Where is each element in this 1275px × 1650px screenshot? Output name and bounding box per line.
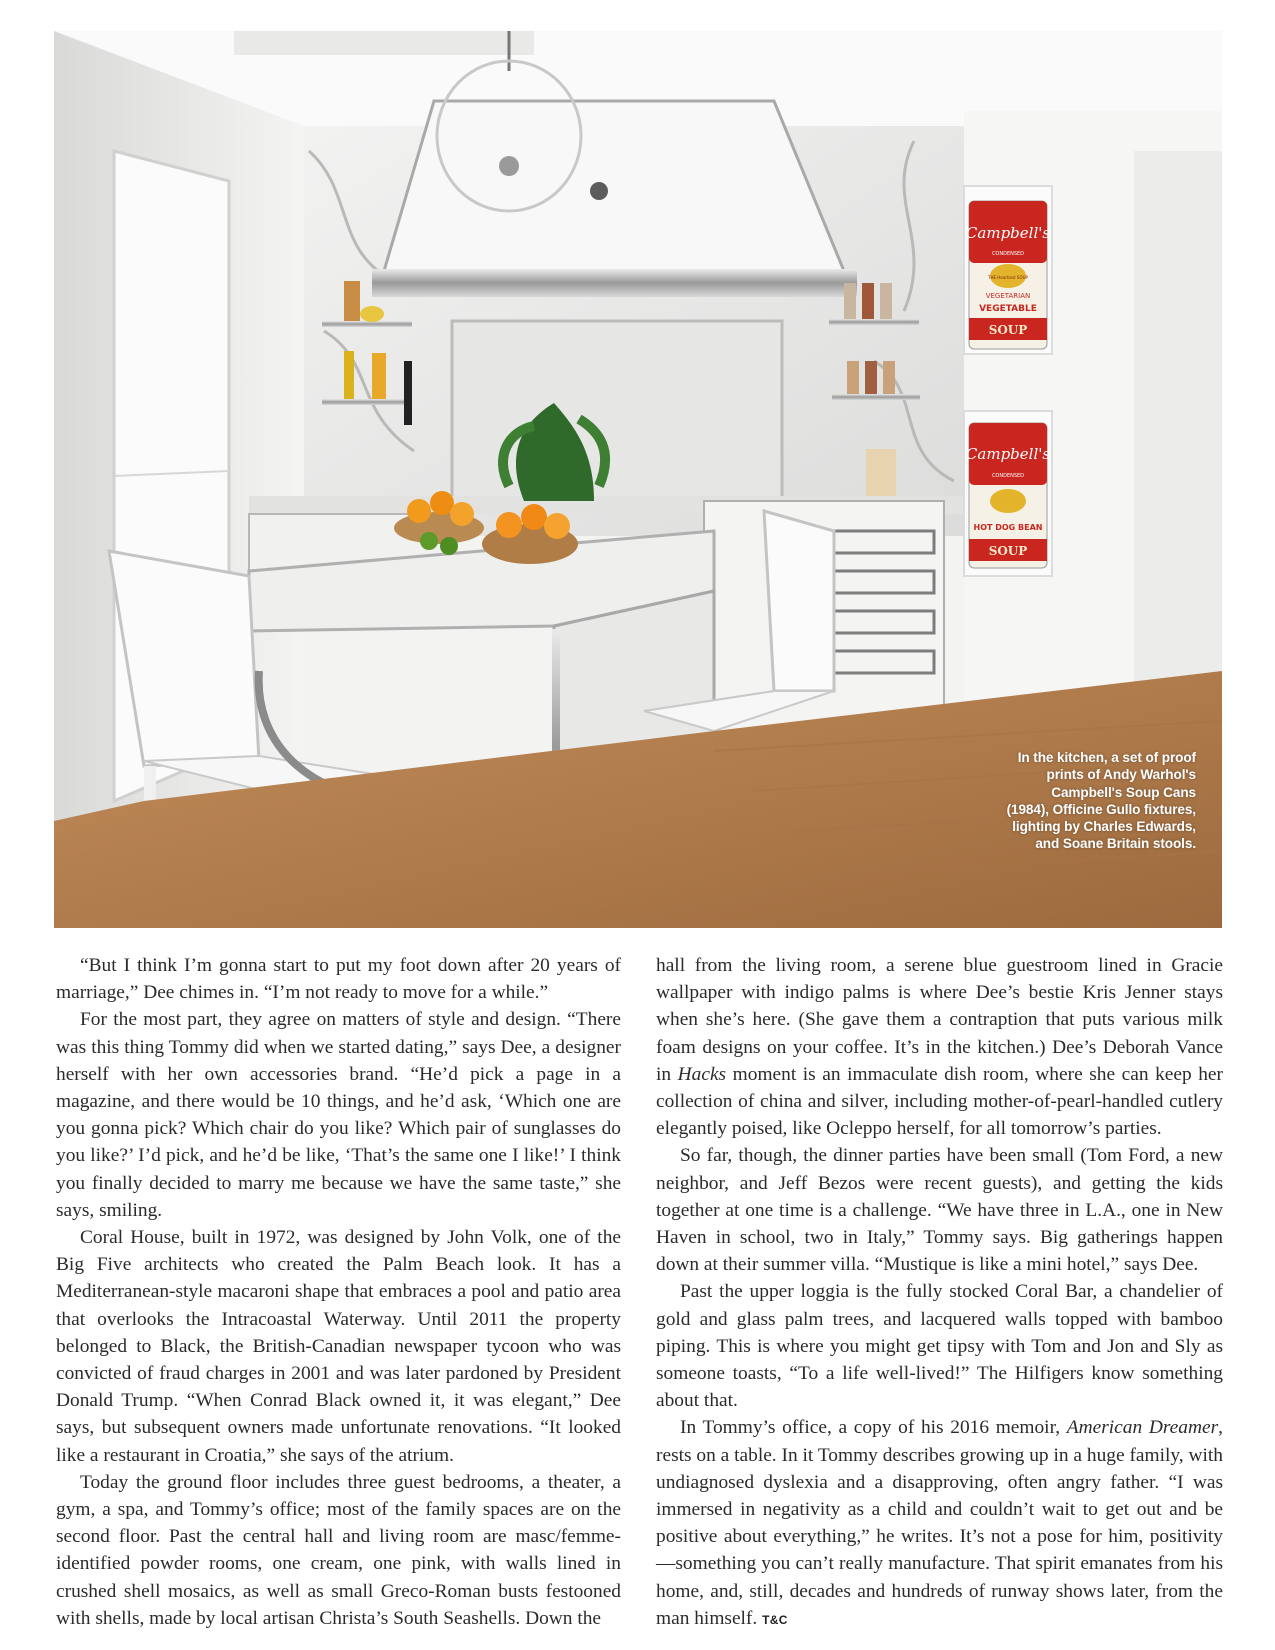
can-2-word: SOUP [988,544,1028,558]
paragraph [656,952,1223,1142]
soup-can-print-2 [966,423,1050,568]
can-2-sub: CONDENSED [991,473,1025,479]
ceiling-lattice [234,31,534,55]
end-mark: T&C [762,1612,788,1627]
kitchen-photo [54,31,1222,928]
text-run: , rests on a table. In it Tommy describes growing up in a huge family, with undiagnosed dyslexia and a disapproving, often angry father. “I was immersed in negativity as a child and couldn’t wait to get out and be positive about everything,” he writes. It’s not a pose for him, positivity—something you can’t really manufacture. That spirit emanates from his home, and, still, decades and hundreds of runway shows later, from the man himself. [656,1417,1223,1629]
paragraph: Today the ground floor includes three guest bedrooms, a theater, a gym, a spa, and Tommy’s office; most of the family spaces are on the second floor. Past the central hall and living room are masc/femme-identified powder rooms, one cream, one pink, with walls lined in crushed shell mosaics, as well as small Greco-Roman busts festooned with shells, made by local artisan Christa’s South Seashells. Down the [56,1471,621,1629]
paragraph: “But I think I’m gonna start to put my foot down after 20 years of marriage,” Dee chimes in. “I’m not ready to move for a while.” [56,955,621,1004]
soup-can-print-1 [966,201,1050,349]
can-2-flavor: HOT DOG BEAN [973,523,1043,532]
show-title: Hacks [677,1063,727,1085]
can-1-badge: THE Heartiest SOUP [988,275,1028,280]
range-hood [384,101,844,271]
can-1-brand: Campbell's [965,224,1051,242]
can-2-brand: Campbell's [965,445,1051,463]
article-column-left [56,952,621,1632]
paragraph: So far, though, the dinner parties have been small (Tom Ford, a new neighbor, and Jeff Bezos were recent guests), and getting the kids together at one time is a challenge. “We have three in L.A., one in New Haven in school, two in Italy,” Tommy says. Big gatherings happen down at their summer villa. “Mustique is like a mini hotel,” says Dee. [656,1145,1223,1276]
can-1-flavor-2: VEGETABLE [979,304,1037,314]
can-1-word: SOUP [988,323,1028,337]
article-column-right [656,952,1223,1634]
can-1-sub: CONDENSED [991,251,1025,257]
text-run: In Tommy’s office, a copy of his 2016 memoir, [680,1417,1067,1439]
book-title: American Dreamer [1066,1417,1219,1439]
paragraph: Coral House, built in 1972, was designed by John Volk, one of the Big Five architects who created the Palm Beach look. It has a Mediterranean-style macaroni shape that embraces a pool and patio area that overlooks the Intracoastal Waterway. Until 2011 the property belonged to Black, the British-Canadian newspaper tycoon who was convicted of fraud charges in 2001 and was later pardoned by President Donald Trump. “When Conrad Black owned it, it was elegant,” Dee says, but subsequent owners made unfortunate renovations. “It looked like a restaurant in Croatia,” she says of the atrium. [56,1227,621,1466]
text-run: moment is an immaculate dish room, where she can keep her collection of china and silver, including mother-of-pearl-handled cutlery elegantly poised, like Ocleppo herself, for all tomorrow’s parties. [656,1063,1223,1140]
photo-caption: In the kitchen, a set of proof prints of Andy Warhol's Campbell's Soup Cans (1984), Officine Gullo fixtures, lighting by Charles Edwards, and Soane Britain stools. [1006,750,1196,852]
paragraph [656,1414,1223,1634]
paragraph: Past the upper loggia is the fully stocked Coral Bar, a chandelier of gold and glass palm trees, and lacquered walls topped with bamboo piping. This is where you might get tipsy with Tom and Jon and Sly as someone toasts, “To a life well-lived!” The Hilfigers know something about that. [656,1281,1223,1412]
paragraph: For the most part, they agree on matters of style and design. “There was this thing Tommy did when we started dating,” says Dee, a designer herself with her own accessories brand. “He’d pick a page in a magazine, and there would be 10 things, and he’d ask, ‘Which one are you gonna pick? Which chair do you like? Which pair of sunglasses do you like?’ I’d pick, and he’d be like, ‘That’s the same one I like!’ I think you finally decided to marry me because we have the same taste,” she says, smiling. [56,1009,621,1221]
can-1-flavor-1: VEGETARIAN [985,292,1031,300]
text-run: hall from the living room, a serene blue guestroom lined in Gracie wallpaper with indigo palms is where Dee’s bestie Kris Jenner stays when she’s here. (She gave them a contraption that puts various milk foam designs on your coffee. It’s in the kitchen.) Dee’s Deborah Vance in [656,955,1223,1085]
